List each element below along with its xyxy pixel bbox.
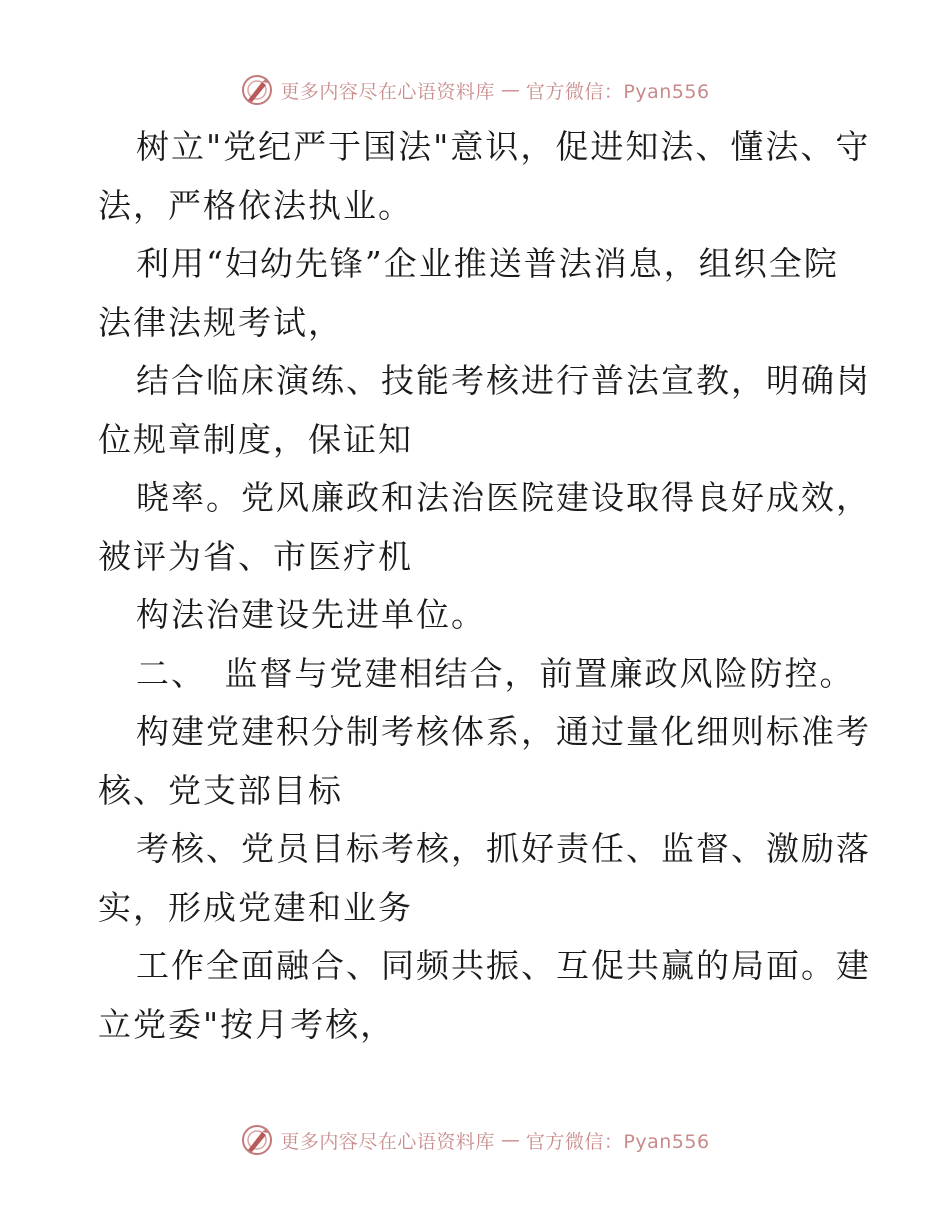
text-line: 考核、党员目标考核，抓好责任、监督、激励落 xyxy=(136,829,871,868)
section-heading: 二、 监督与党建相结合，前置廉政风险防控。 xyxy=(136,653,855,693)
footer-watermark xyxy=(0,1120,950,1160)
text-line: 构法治建设先进单位。 xyxy=(136,595,486,634)
text-line: 结合临床演练、技能考核进行普法宣教，明确岗 xyxy=(136,361,871,400)
text-line: 构建党建积分制考核体系，通过量化细则标准考 xyxy=(136,712,871,751)
quill-logo-icon xyxy=(240,73,274,107)
text-line: 工作全面融合、同频共振、互促共赢的局面。建 xyxy=(136,946,871,985)
text-line: 实，形成党建和业务 xyxy=(98,887,413,927)
text-line: 立党委"按月考核， xyxy=(98,1004,396,1044)
watermark-wechat: 官方微信：Pyan556 xyxy=(525,1130,710,1153)
text-line: 核、党支部目标 xyxy=(98,770,343,810)
watermark-brand: 更多内容尽在心语资料库 xyxy=(280,1130,495,1153)
text-line: 法，严格依法执业。 xyxy=(98,185,413,225)
text-line: 位规章制度，保证知 xyxy=(98,419,413,459)
text-line: 法律法规考试， xyxy=(98,302,343,342)
text-line: 树立"党纪严于国法"意识，促进知法、懂法、守 xyxy=(136,127,871,166)
header-watermark xyxy=(0,70,950,110)
watermark-separator: — xyxy=(500,1129,520,1151)
watermark-wechat: 官方微信：Pyan556 xyxy=(525,80,710,103)
text-line: 晓率。党风廉政和法治医院建设取得良好成效， xyxy=(136,478,871,517)
text-line: 利用“妇幼先锋”企业推送普法消息，组织全院 xyxy=(136,244,839,283)
watermark-brand: 更多内容尽在心语资料库 xyxy=(280,80,495,103)
watermark-separator: — xyxy=(500,79,520,101)
document-body xyxy=(98,118,871,1054)
text-line: 被评为省、市医疗机 xyxy=(98,536,413,576)
quill-logo-icon xyxy=(240,1123,274,1157)
